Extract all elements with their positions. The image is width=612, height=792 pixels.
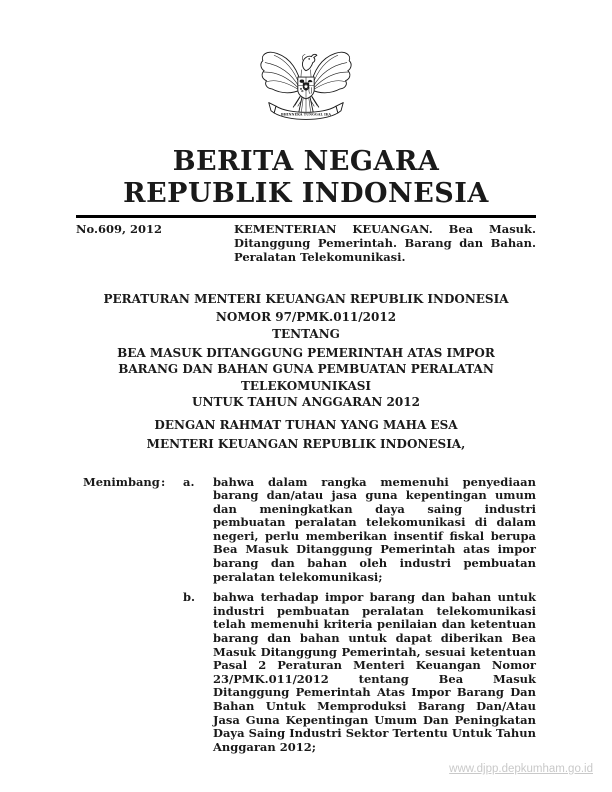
- garuda-pancasila-icon: [256, 40, 356, 136]
- regulation-title-block: [76, 291, 536, 412]
- masthead-rule-divider: [76, 215, 536, 218]
- regulation-institution-line: PERATURAN MENTERI KEUANGAN REPUBLIK INDONESIA: [103, 292, 509, 306]
- considering-spacer: [83, 591, 161, 754]
- masthead-row: [76, 222, 536, 264]
- gazette-number: No.609, 2012: [76, 222, 163, 236]
- considering-section: [76, 476, 536, 755]
- gazette-title-line2: REPUBLIK INDONESIA: [123, 178, 489, 209]
- invocation-block: [76, 416, 536, 455]
- regulation-subject: BEA MASUK DITANGGUNG PEMERINTAH ATAS IMPOR BARANG DAN BAHAN GUNA PEMBUATAN PERALATAN TELEKOMUNIKASI: [117, 345, 495, 393]
- considering-item-a-text: bahwa dalam rangka memenuhi penyediaan barang dan/atau jasa guna kepentingan umum dan meningkatkan daya saing industri pembuatan peralatan telekomunikasi di dalam negeri, perlu memberikan insentif fiskal berupa Bea Masuk Ditanggung Pemerintah atas impor barang dan bahan oleh industri pembuatan peralatan telekomunikasi;: [213, 474, 536, 584]
- regulation-number-line: NOMOR 97/PMK.011/2012: [215, 309, 397, 324]
- gazette-subject-abstract: KEMENTERIAN KEUANGAN. Bea Masuk. Ditanggung Pemerintah. Barang dan Bahan. Peralatan Telekomunikasi.: [234, 222, 536, 264]
- authority-line: MENTERI KEUANGAN REPUBLIK INDONESIA,: [146, 437, 466, 451]
- considering-colon: :: [161, 474, 166, 489]
- emblem-motto-text: BHINNEKA TUNGGAL IKA: [280, 112, 332, 117]
- considering-item-a-marker: a.: [183, 474, 195, 489]
- gazette-title-line1: BERITA NEGARA: [172, 146, 440, 177]
- regulation-fiscal-year-line: UNTUK TAHUN ANGGARAN 2012: [192, 395, 420, 409]
- considering-item-b-marker: b.: [183, 590, 196, 605]
- invocation-line: DENGAN RAHMAT TUHAN YANG MAHA ESA: [154, 417, 458, 432]
- watermark-url: www.djpp.depkumham.go.id: [449, 763, 593, 775]
- considering-item-b-text: bahwa terhadap impor barang dan bahan untuk industri pembuatan peralatan telekomunikasi telah memenuhi kriteria penilaian dan ketentuan barang dan bahan untuk dapat diberikan Bea Masuk Ditanggung Pemerintah, sesuai ketentuan Pasal 2 Peraturan Menteri Keuangan Nomor 23/PMK.011/2012 tentang Bea Masuk Ditanggung Pemerintah Atas Impor Barang Dan Bahan Untuk Memproduksi Barang Dan/Atau Jasa Guna Kepentingan Umum Dan Peningkatan Daya Saing Industri Sektor Tertentu Untuk Tahun Anggaran 2012;: [213, 590, 536, 754]
- gazette-title: [0, 146, 612, 210]
- considering-spacer: [161, 591, 183, 754]
- emblem-container: [0, 0, 612, 140]
- regulation-about-label: TENTANG: [272, 327, 340, 341]
- considering-label: Menimbang: [83, 474, 160, 489]
